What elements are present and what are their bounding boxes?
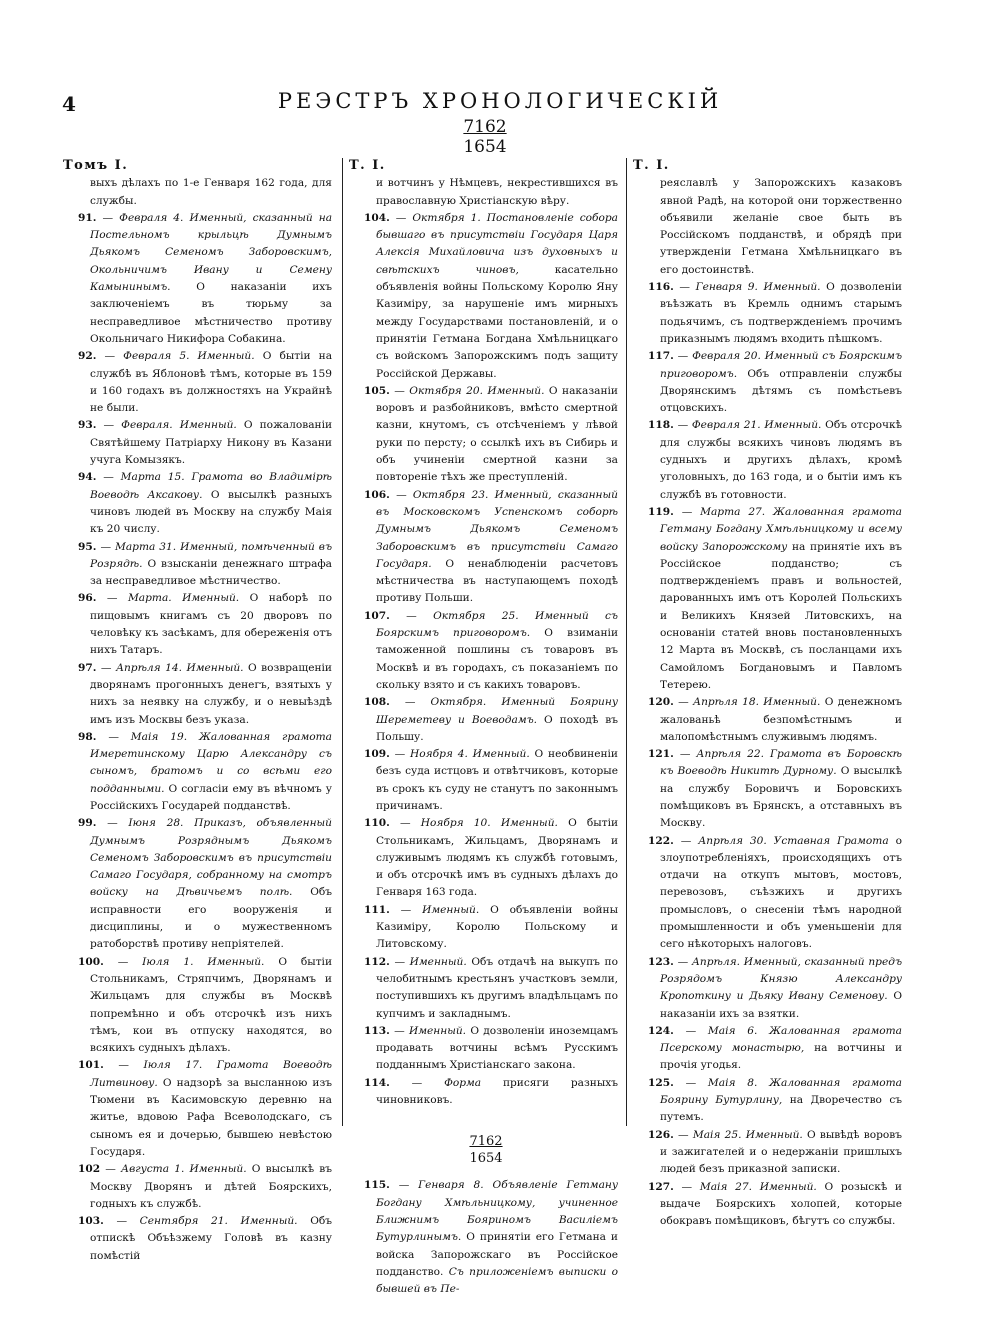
entry-act-type: Именный. bbox=[408, 1024, 467, 1037]
entry-act-type: Именный съ Боярскимъ приговоромъ. bbox=[376, 609, 618, 640]
entry-date: — Марта. bbox=[106, 592, 172, 605]
register-entry bbox=[354, 383, 618, 487]
entry-act-type: Именный, сказанный предъ Розрядомъ Князю Александру Кропоткину и Дьяку Ивану Семенову. bbox=[660, 955, 903, 1003]
entry-text: Объ отсрочкѣ для службы всякихъ чиновъ людямъ въ судныхъ и другихъ дѣлахъ, кромѣ уголовныхъ, до 163 года, и о бытіи имъ къ службѣ въ готовности. bbox=[660, 419, 903, 501]
entry-number: 107. bbox=[364, 609, 390, 622]
entry-date: — Февраля 21. bbox=[677, 419, 761, 432]
entry-text: Объ отдачѣ на выкупъ по челобитнымъ крестьянъ участковъ земли, поступившихъ къ другимъ владѣльцамъ по купчимъ и закладнымъ. bbox=[376, 955, 618, 1020]
entry-text: на принятіе ихъ въ Россійское подданство; съ подтвержденіемъ правъ и вольностей, дарованныхъ имъ отъ Королей Польскихъ и Великихъ Князей Литовскихъ, на основаніи статей вновь постановленныхъ 12 Марта въ Москвѣ, съ посланцами ихъ Самойломъ Богдановымъ и Павломъ Тетерею. bbox=[660, 540, 903, 691]
entry-date: — Февраля 4. bbox=[102, 211, 184, 224]
register-entry bbox=[638, 954, 902, 1023]
entry-number: 113. bbox=[364, 1024, 390, 1037]
running-title: РЕЭСТРЪ ХРОНОЛОГИЧЕСКІЙ bbox=[277, 89, 723, 113]
year-subheading-top: 7162 bbox=[469, 1134, 503, 1150]
entry-act-type: Именный Боярину Шереметеву и Воеводамъ. bbox=[376, 696, 618, 726]
entry-date: — bbox=[400, 903, 412, 916]
register-entry bbox=[638, 279, 902, 348]
entry-text: О денежномъ жалованьѣ безпомѣстнымъ и малопомѣстнымъ служивымъ людямъ. bbox=[660, 696, 902, 743]
register-entry bbox=[354, 954, 618, 1023]
volume-label: Т. I. bbox=[349, 158, 386, 173]
continued-text: выхъ дѣлахъ по 1-е Генваря 162 года, для службы. bbox=[90, 177, 332, 207]
entry-text: О походѣ въ Польшу. bbox=[376, 713, 618, 743]
entry-date: — Маія 25. bbox=[678, 1128, 742, 1141]
entry-date: — Маія 8. bbox=[685, 1076, 758, 1089]
entry-date: — Февраля 5. bbox=[104, 350, 190, 363]
entry-number: 125. bbox=[648, 1076, 674, 1089]
register-entry bbox=[68, 954, 332, 1058]
entry-date: — Апрѣля 30. bbox=[680, 834, 767, 847]
entry-number: 95. bbox=[78, 540, 97, 553]
entry-act-type: Форма bbox=[444, 1076, 482, 1089]
entry-number: 122. bbox=[648, 834, 674, 847]
entry-number: 114. bbox=[364, 1076, 390, 1089]
entry-number: 109. bbox=[364, 748, 390, 761]
entry-text: О необвиненіи безъ суда истцовъ и отвѣтчиковъ, которые въ срокъ къ суду не станутъ по законнымъ причинамъ. bbox=[376, 748, 618, 812]
entry-act-type: Грамота во Владимірѣ Воеводѣ Аксакову. bbox=[90, 471, 332, 501]
entry-number: 94. bbox=[78, 471, 97, 484]
entry-number: 93. bbox=[78, 419, 97, 432]
entry-text: Объ исправности его вооруженія и дисциплины, и о мужественномъ ратоборствѣ противу непріятелей. bbox=[90, 886, 332, 951]
entry-text: О дозволеніи иноземцамъ продавать вотчины всѣмъ Русскимъ подданнымъ Христіанскаго закона. bbox=[376, 1024, 618, 1072]
register-entry bbox=[638, 746, 902, 832]
continued-text: реяславлѣ у Запорожскихъ казаковъ явной Радѣ, на которой они торжественно объявили желаніе свое быть въ Россійскомъ подданствѣ, и обрядѣ при утвержденіи Гетмана Хмѣльницкаго въ его достоинствѣ. bbox=[660, 177, 902, 276]
entry-number: 119. bbox=[648, 505, 674, 518]
year-heading bbox=[440, 117, 530, 157]
entry-act-type: Именный. bbox=[763, 281, 821, 294]
register-entry bbox=[354, 487, 618, 608]
entry-text: О принятіи его Гетмана и войска Запорожскаго въ Россійское подданство. bbox=[376, 1231, 618, 1278]
entry-number: 115. bbox=[364, 1179, 390, 1192]
register-entry bbox=[68, 348, 332, 417]
year-heading-bottom: 1654 bbox=[463, 137, 507, 157]
entry-date: — Апрѣля 14. bbox=[100, 661, 183, 674]
entry-act-type: Именный. bbox=[240, 1215, 298, 1228]
entry-act-type: Жалованная грамота Боярину Бутурлину, bbox=[660, 1076, 902, 1107]
entry-number: 98. bbox=[78, 730, 97, 743]
entry-act-type: Грамота въ Боровскѣ къ Воеводѣ Никитѣ Дурному. bbox=[660, 748, 902, 778]
entry-number: 110. bbox=[364, 817, 390, 830]
entry-date: — Марта 27. bbox=[681, 505, 766, 518]
entry-date: — Генваря 9. bbox=[679, 281, 758, 294]
entry-date: — bbox=[394, 1024, 405, 1037]
register-entry bbox=[68, 815, 332, 953]
entry-act-type: Приказъ, объявленный Думнымъ Розряднымъ Дьякомъ Семеномъ Заборовскимъ въ присутствіи Самаго Государя, собранному на смотръ войску на Дѣвичьемъ полѣ. bbox=[90, 817, 332, 899]
entry-act-type: Постановленіе собора бывшаго въ присутствіи Государя Царя Алексія Михайловича изъ духовныхъ и свѣтскихъ чиновъ, bbox=[376, 211, 618, 276]
entry-number: 100. bbox=[78, 955, 104, 968]
entry-date: — Октября 20. bbox=[394, 384, 483, 397]
entry-number: 116. bbox=[648, 281, 674, 294]
year-subheading bbox=[354, 1133, 618, 1167]
entry-date: — Маія 19. bbox=[108, 730, 188, 743]
entry-act-type: Жалованная грамота Псерскому монастырю, bbox=[660, 1024, 902, 1055]
register-entry bbox=[68, 469, 332, 538]
register-entry bbox=[638, 417, 902, 503]
entry-number: 117. bbox=[648, 350, 674, 363]
entry-date: — Генваря 8. bbox=[398, 1179, 484, 1192]
entry-date: — Апрѣля 22. bbox=[679, 748, 765, 761]
entry-act-type: Уставная Грамота bbox=[773, 834, 889, 847]
entry-text: О наборѣ по пищовымъ книгамъ съ 20 дворовъ по человѣку къ засѣкамъ, для обереженія отъ нихъ Татаръ. bbox=[90, 592, 332, 657]
entry-act-type: Именный. bbox=[207, 955, 265, 968]
entry-date: — Ноября 4. bbox=[394, 748, 468, 761]
entry-number: 99. bbox=[78, 817, 97, 830]
entry-act-type: Именный. bbox=[182, 592, 240, 605]
register-entry bbox=[68, 1057, 332, 1161]
entry-text: Объ отправленіи службы Дворянскимъ дѣтямъ съ помѣстьевъ отцовскихъ. bbox=[660, 367, 902, 415]
entry-text: Объ отпискѣ Объѣзжему Головѣ въ казну помѣстій bbox=[90, 1215, 333, 1262]
entry-date: — Октября 1. bbox=[395, 211, 481, 224]
register-entry bbox=[354, 746, 618, 815]
entry-act-type: Именный. bbox=[745, 1128, 803, 1141]
entry-text: О возвращеніи дворянамъ прогонныхъ денегъ, взятыхъ у нихъ за неявку на службу, и о невыѣздѣ имъ изъ Москвы безъ указа. bbox=[90, 661, 332, 726]
entry-text: О наказаніи ихъ за взятки. bbox=[660, 990, 902, 1020]
entry-date: — Сентября 21. bbox=[116, 1215, 228, 1228]
register-entry bbox=[638, 833, 902, 954]
entry-text: О бытіи на службѣ въ Яблоновѣ тѣмъ, которые въ 159 и 160 годахъ въ должностяхъ на Украйнѣ не были. bbox=[90, 350, 333, 415]
entry-date: — Іюля 1. bbox=[117, 955, 194, 968]
entry-date: — Маія 27. bbox=[681, 1180, 752, 1193]
register-entry bbox=[638, 1023, 902, 1075]
entry-act-type: Именный, помѣченный въ Розрядѣ. bbox=[90, 540, 333, 570]
entry-act-type: Грамота Воеводѣ Литвинову. bbox=[90, 1059, 332, 1089]
register-entry bbox=[68, 539, 332, 591]
entry-date: — Марта 15. bbox=[103, 471, 185, 484]
entry-text: О розыскѣ и выдаче Боярскихъ холопей, которые обокравъ помѣщиковъ, бѣгутъ со службы. bbox=[660, 1180, 902, 1228]
entry-date: — Августа 1. bbox=[105, 1163, 185, 1176]
volume-label: Т. I. bbox=[633, 158, 670, 173]
entry-text: О бытіи Стольникамъ, Жильцамъ, Дворянамъ и служивымъ людямъ къ службѣ готовымъ, и объ отсрочкѣ имъ въ судныхъ дѣлахъ до Генваря 163 года. bbox=[376, 817, 619, 899]
entry-text: О объявленіи войны Казиміру, Королю Польскому и Литовскому. bbox=[376, 903, 618, 951]
entry-date: — bbox=[394, 955, 406, 968]
entry-number: 103. bbox=[78, 1215, 104, 1228]
register-entry bbox=[68, 1213, 332, 1265]
register-entry bbox=[68, 1161, 332, 1213]
register-entry bbox=[68, 660, 332, 729]
entry-act-type: Именный. bbox=[189, 1163, 247, 1176]
entry-number: 106. bbox=[364, 488, 390, 501]
entry-text: О пожалованіи Святѣйшему Патріарху Никону въ Казани учуга Комызякъ. bbox=[90, 419, 333, 467]
entry-text: О наказаніи ихъ заключеніемъ въ тюрьму за несправедливое мѣстничество противу Окольничаго Никифора Собакина. bbox=[90, 281, 332, 345]
entry-tail: Съ приложеніемъ выписки о бывшей въ Пе- bbox=[376, 1265, 618, 1296]
entry-number: 96. bbox=[78, 592, 97, 605]
column-1 bbox=[63, 157, 333, 1265]
entry-date: — Октября 23. bbox=[396, 488, 489, 501]
continued-text: и вотчинъ у Нѣмцевъ, некрестившихся въ православную Христіанскую вѣру. bbox=[376, 177, 618, 207]
entry-number: 120. bbox=[648, 696, 674, 709]
entry-act-type: Именный. bbox=[409, 955, 467, 968]
column-3 bbox=[633, 157, 903, 1230]
entry-date: — Апрѣля 18. bbox=[678, 696, 759, 709]
entry-number: 104. bbox=[364, 211, 390, 224]
entry-act-type: Именный. bbox=[487, 384, 545, 397]
entry-act-type: Именный съ Боярскимъ приговоромъ. bbox=[660, 350, 903, 380]
entry-number: 111. bbox=[364, 903, 390, 916]
column-divider bbox=[626, 158, 627, 1126]
entry-number: 112. bbox=[364, 955, 390, 968]
entry-date: — Маія 6. bbox=[685, 1024, 758, 1037]
entry-text: О высылкѣ на службу Боровичъ и Боровскихъ помѣщиковъ въ Брянскъ, а отставныхъ въ Москву. bbox=[660, 765, 902, 830]
entry-act-type: Именный. bbox=[179, 419, 237, 432]
entry-number: 124. bbox=[648, 1024, 674, 1037]
entry-date: — bbox=[411, 1076, 423, 1089]
entry-text: О высылкѣ разныхъ чиновъ людей въ Москву на службу Маія къ 20 числу. bbox=[90, 488, 333, 536]
entry-act-type: Именный. bbox=[764, 419, 822, 432]
entry-date: — Февраля 20. bbox=[677, 350, 761, 363]
register-entry bbox=[638, 1075, 902, 1127]
register-entry bbox=[638, 504, 902, 694]
entry-text: на Дворечество съ путемъ. bbox=[660, 1094, 902, 1124]
register-entry bbox=[68, 417, 332, 469]
entry-number: 101. bbox=[78, 1059, 104, 1072]
entry-number: 118. bbox=[648, 419, 674, 432]
entry-act-type: Именный. bbox=[500, 817, 558, 830]
entry-act-type: Жалованная грамота Гетману Богдану Хмѣльницкому и всему войску Запорожскому bbox=[660, 505, 902, 553]
entry-act-type: Жалованная грамота Имеретинскому Царю Александру съ сыномъ, братомъ и со всѣми его подданными. bbox=[90, 730, 332, 795]
register-entry bbox=[68, 729, 332, 815]
page-number: 4 bbox=[62, 92, 76, 116]
entry-text: на вотчины и прочія угодья. bbox=[660, 1042, 903, 1072]
entry-date: — Іюня 28. bbox=[107, 817, 184, 830]
year-subheading-bottom: 1654 bbox=[469, 1151, 503, 1167]
year-heading-top: 7162 bbox=[463, 117, 507, 137]
entry-date: — Іюля 17. bbox=[118, 1059, 203, 1072]
register-entry bbox=[638, 1179, 902, 1231]
entry-number: 97. bbox=[78, 661, 97, 674]
entry-text: О наказаніи воровъ и разбойниковъ, вмѣсто смертной казни, кнутомъ, съ отсѣченіемъ у лѣвой руки по персту; о ссылкѣ ихъ въ Сибирь и объ учиненіи смертной казни за повтореніе тѣхъ же преступленій. bbox=[376, 384, 618, 484]
register-entry bbox=[638, 348, 902, 417]
entry-text: О согласіи ему въ вѣчномъ у Россійскихъ Государей подданствѣ. bbox=[90, 782, 332, 812]
entry-text: о злоупотребленіяхъ, происходящихъ отъ отдачи на откупъ мытовъ, мостовъ, перевозовъ, съѣзжихъ и другихъ промысловъ, о снесеніи тѣмъ народной промышленности и объ уменьшеніи для сего нѣкоторыхъ налоговъ. bbox=[660, 834, 902, 951]
entry-act-type: Именный, сказанный на Постельномъ крыльцѣ Думнымъ Дьякомъ Семеномъ Заборовскимъ, Окольничимъ Ивану и Семену Камынинымъ. bbox=[90, 211, 333, 294]
entry-text: присяги разныхъ чиновниковъ. bbox=[376, 1076, 618, 1107]
register-entry bbox=[354, 902, 618, 954]
entry-act-type: Именный. bbox=[197, 350, 255, 363]
entry-text: О взысканіи денежнаго штрафа за несправедливое мѣстничество. bbox=[90, 557, 332, 588]
entry-number: 92. bbox=[78, 350, 97, 363]
entry-number: 123. bbox=[648, 955, 674, 968]
entry-date: — Октября. bbox=[404, 696, 487, 709]
register-entry bbox=[354, 1023, 618, 1075]
entry-act-type: Именный. bbox=[186, 661, 244, 674]
register-entry bbox=[354, 608, 618, 694]
entry-text: О ненаблюденіи расчетовъ мѣстничества въ наступающемъ походѣ противу Польши. bbox=[376, 557, 618, 605]
entry-act-type: Именный. bbox=[759, 1180, 817, 1193]
entry-number: 105. bbox=[364, 384, 390, 397]
register-entry bbox=[68, 590, 332, 659]
entry-act-type: Объявленіе Гетману Богдану Хмѣльницкому, учиненное Ближнимъ Бояриномъ Василіемъ Бутурлинымъ. bbox=[376, 1179, 619, 1244]
register-entry bbox=[68, 210, 332, 348]
entry-number: 108. bbox=[364, 696, 390, 709]
entry-text: О дозволеніи въѣзжать въ Кремль однимъ старымъ подьячимъ, съ подтвержденіемъ прочимъ приказнымъ людямъ входить пѣшкомъ. bbox=[660, 281, 902, 345]
register-entry bbox=[638, 694, 902, 746]
entry-number: 102 bbox=[78, 1163, 101, 1176]
entry-text: О взиманіи таможенной пошлины съ товаровъ въ Москвѣ и въ городахъ, съ показаніемъ по скольку взято и съ какихъ товаровъ. bbox=[376, 627, 619, 691]
entry-number: 126. bbox=[648, 1128, 674, 1141]
entry-text: О надзорѣ за высланною изъ Тюмени въ Касимовскую деревню на житье, вдовою Рафа Всеволодскаго, съ сыномъ ея и дочерью, бывшею невѣстою Государя. bbox=[90, 1076, 332, 1158]
entry-date: — Марта 31. bbox=[100, 540, 177, 553]
column-divider bbox=[342, 158, 343, 1126]
register-entry bbox=[638, 1127, 902, 1179]
entry-text: касательно объявленія войны Польскому Королю Яну Казиміру, за нарушеніе имъ мирныхъ между Государствами постановленій, и о принятіи Гетмана Богдана Хмѣльницкаго съ войскомъ Запорожскимъ подъ защиту Россійской Державы. bbox=[376, 263, 619, 380]
entry-text: О бытіи Стольникамъ, Стряпчимъ, Дворянамъ и Жильцамъ для службы въ Москвѣ попремѣнно и объ отсрочкѣ изъ нихъ тѣмъ, кои въ отпуску находятся, во всякихъ судныхъ дѣлахъ. bbox=[90, 955, 332, 1055]
entry-number: 121. bbox=[648, 748, 674, 761]
register-entry bbox=[354, 815, 618, 901]
entry-date: — Февраля. bbox=[103, 419, 173, 432]
entry-date: — Апрѣля. bbox=[677, 955, 740, 968]
column-2 bbox=[349, 157, 619, 1298]
entry-number: 91. bbox=[78, 211, 97, 224]
register-entry bbox=[354, 210, 618, 383]
register-entry bbox=[354, 1177, 618, 1298]
entry-act-type: Именный. bbox=[763, 696, 821, 709]
entry-text: О вывѣдѣ воровъ и зажигателей и о недержаніи пришлыхъ людей безъ приказной записки. bbox=[660, 1128, 902, 1176]
entry-text: О высылкѣ въ Москву Дворянъ и дѣтей Боярскихъ, годныхъ къ службѣ. bbox=[90, 1163, 332, 1210]
volume-label: Томъ I. bbox=[63, 158, 129, 173]
entry-act-type: Именный. bbox=[472, 748, 530, 761]
entry-date: — Октября 25. bbox=[406, 609, 519, 622]
entry-date: — Ноября 10. bbox=[399, 817, 491, 830]
register-entry bbox=[354, 694, 618, 746]
register-entry bbox=[354, 1075, 618, 1110]
entry-act-type: Именный, сказанный въ Московскомъ Успенскомъ соборѣ Думнымъ Дьякомъ Семеномъ Заборовскимъ въ присутствіи Самаго Государя. bbox=[376, 488, 618, 570]
entry-act-type: Именный. bbox=[422, 903, 480, 916]
entry-number: 127. bbox=[648, 1180, 674, 1193]
